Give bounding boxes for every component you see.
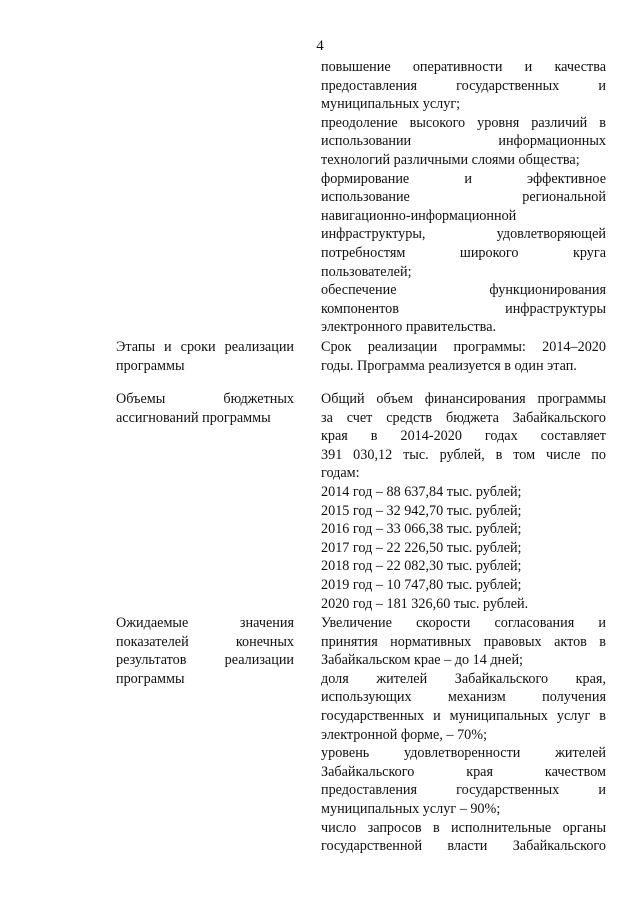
budget-value-line: 2019 год – 10 747,80 тыс. рублей; xyxy=(321,576,522,593)
budget-value-line: за счет средств бюджета Забайкальского xyxy=(321,409,606,426)
objectives-line: использование региональной xyxy=(321,189,606,206)
objectives-line: инфраструктуры, удовлетворяющей xyxy=(321,226,606,243)
stages-value-line: Срок реализации программы: 2014–2020 xyxy=(321,339,606,355)
results-label-line: показателей конечных xyxy=(116,633,294,650)
results-value-line: Забайкальском крае – до 14 дней; xyxy=(321,652,523,669)
results-value-line: государственной власти Забайкальского xyxy=(321,838,606,855)
objectives-line: обеспечение функционирования xyxy=(321,282,606,299)
stages-label-line: Этапы и сроки реализации xyxy=(116,339,294,355)
stages-value-line: годы. Программа реализуется в один этап. xyxy=(321,357,577,374)
objectives-line: потребностям широкого круга xyxy=(321,244,606,261)
results-value-line: использующих механизм получения xyxy=(321,689,606,706)
stages-and-terms-value xyxy=(321,338,606,375)
results-value-line: Забайкальского края качеством xyxy=(321,763,606,780)
results-value-line: муниципальных услуг – 90%; xyxy=(321,800,501,817)
budget-value-line: 2020 год – 181 326,60 тыс. рублей. xyxy=(321,595,529,612)
results-label-line: программы xyxy=(116,670,185,687)
budget-value-line: 2015 год – 32 942,70 тыс. рублей; xyxy=(321,502,522,519)
objectives-line: муниципальных услуг; xyxy=(321,96,461,113)
stages-label-line: программы xyxy=(116,357,185,374)
expected-results-value xyxy=(321,614,606,856)
page-number: 4 xyxy=(316,38,324,54)
objectives-line: использовании информационных xyxy=(321,133,606,150)
expected-results-label xyxy=(116,614,294,688)
results-value-line: уровень удовлетворенности жителей xyxy=(321,745,606,762)
results-label-line: Ожидаемые значения xyxy=(116,615,294,631)
budget-value-line: 2018 год – 22 082,30 тыс. рублей; xyxy=(321,558,522,575)
budget-value-line: края в 2014-2020 годах составляет xyxy=(321,428,606,445)
results-value-line: электронной форме, – 70%; xyxy=(321,726,488,743)
results-value-line: доля жителей Забайкальского края, xyxy=(321,670,606,687)
budget-value-line: Общий объем финансирования программы xyxy=(321,391,606,407)
objectives-line: технологий различными слоями общества; xyxy=(321,151,580,168)
objectives-line: преодоление высокого уровня различий в xyxy=(321,114,606,131)
results-value-line: принятия нормативных правовых актов в xyxy=(321,633,606,650)
results-value-line: число запросов в исполнительные органы xyxy=(321,819,606,836)
objectives-line: формирование и эффективное xyxy=(321,170,606,187)
objectives-continuation-text xyxy=(321,58,606,337)
objectives-line: предоставления государственных и xyxy=(321,77,606,94)
budget-label-line: ассигнований программы xyxy=(116,409,271,426)
objectives-line: электронного правительства. xyxy=(321,319,497,336)
budget-allocations-label xyxy=(116,390,294,427)
results-value-line: предоставления государственных и xyxy=(321,782,606,799)
stages-and-terms-label xyxy=(116,338,294,375)
objectives-line: повышение оперативности и качества xyxy=(321,59,606,75)
budget-value-line: годам: xyxy=(321,465,360,482)
results-value-line: государственных и муниципальных услуг в xyxy=(321,707,606,724)
budget-allocations-value xyxy=(321,390,606,613)
objectives-line: навигационно-информационной xyxy=(321,207,517,224)
budget-value-line: 2017 год – 22 226,50 тыс. рублей; xyxy=(321,539,522,556)
results-value-line: Увеличение скорости согласования и xyxy=(321,615,606,631)
objectives-line: пользователей; xyxy=(321,263,412,280)
objectives-line: компонентов инфраструктуры xyxy=(321,300,606,317)
budget-label-line: Объемы бюджетных xyxy=(116,391,294,407)
budget-value-line: 2014 год – 88 637,84 тыс. рублей; xyxy=(321,483,522,500)
results-label-line: результатов реализации xyxy=(116,652,294,669)
budget-value-line: 2016 год – 33 066,38 тыс. рублей; xyxy=(321,521,522,538)
budget-value-line: 391 030,12 тыс. рублей, в том числе по xyxy=(321,446,606,463)
